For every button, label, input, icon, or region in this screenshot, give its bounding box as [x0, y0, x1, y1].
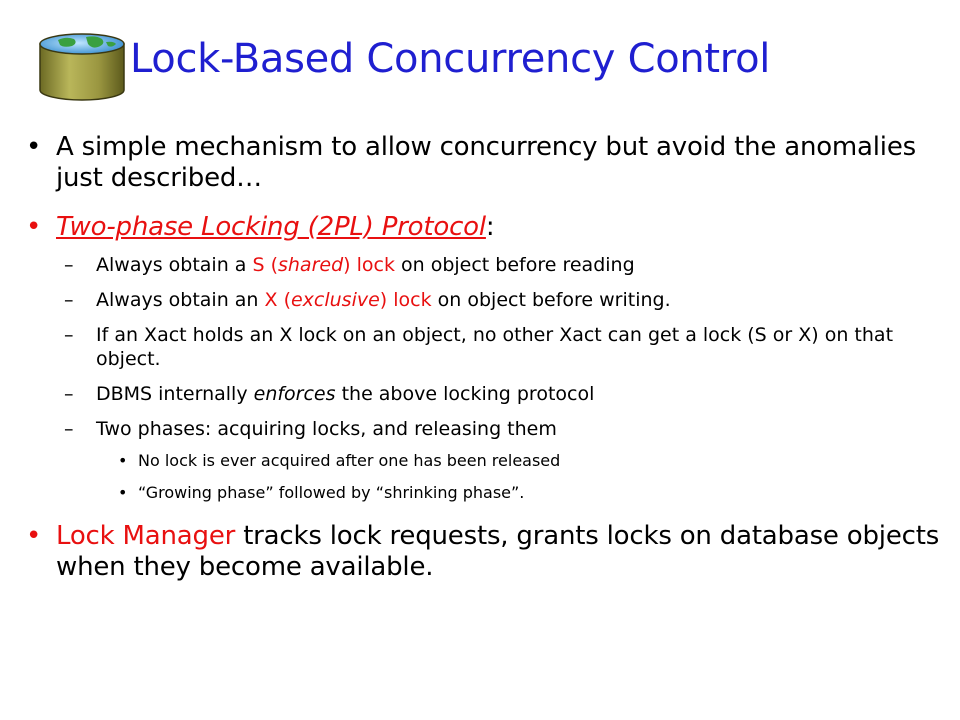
dot-marker: • — [118, 483, 128, 502]
sub-bullet-xact-x-lock — [24, 323, 944, 371]
red-text: S ( — [252, 254, 278, 276]
italic-red-text: exclusive — [290, 289, 380, 311]
bullet-lock-manager — [24, 521, 944, 583]
text: DBMS internally — [96, 383, 254, 405]
dash-marker: – — [64, 418, 74, 440]
red-text: X ( — [264, 289, 291, 311]
slide-content — [24, 132, 944, 583]
red-text: ) lock — [379, 289, 432, 311]
text: Always obtain an — [96, 289, 265, 311]
text: tracks lock requests, grants locks on database objects when they become available. — [56, 521, 940, 582]
bullet-text: A simple mechanism to allow concurrency but avoid the anomalies just described… — [56, 132, 916, 193]
text: on object before reading — [394, 254, 635, 276]
dash-marker: – — [64, 289, 74, 311]
bullet-two-phase-locking — [24, 212, 944, 243]
text: If an Xact holds an X lock on an object, no other Xact can get a lock (S or X) on that object. — [96, 324, 894, 370]
bullet-suffix: : — [485, 212, 495, 242]
red-text: ) lock — [343, 254, 395, 276]
dot-marker: • — [118, 451, 128, 470]
sub-sub-bullet-no-lock-acquired — [24, 451, 944, 471]
text: on object before writing. — [431, 289, 671, 311]
sub-bullet-shared-lock — [24, 253, 944, 277]
sub-bullet-exclusive-lock — [24, 288, 944, 312]
bullet-marker: • — [26, 132, 42, 162]
dash-marker: – — [64, 383, 74, 405]
lock-manager-text: Lock Manager — [56, 521, 236, 551]
dash-marker: – — [64, 324, 74, 346]
italic-text: enforces — [253, 383, 336, 405]
italic-red-text: shared — [277, 254, 344, 276]
slide-title: Lock-Based Concurrency Control — [130, 36, 771, 82]
sub-sub-bullet-growing-shrinking — [24, 483, 944, 503]
bullet-marker: • — [26, 212, 42, 242]
dash-marker: – — [64, 254, 74, 276]
text: the above locking protocol — [335, 383, 595, 405]
text: Always obtain a — [96, 254, 253, 276]
text: “Growing phase” followed by “shrinking phase”. — [138, 483, 525, 502]
sub-bullet-two-phases — [24, 417, 944, 441]
text: Two phases: acquiring locks, and releasing them — [96, 418, 557, 440]
two-phase-locking-link[interactable]: Two-phase Locking (2PL) Protocol — [56, 212, 486, 242]
text: No lock is ever acquired after one has been released — [138, 451, 561, 470]
database-globe-icon — [36, 30, 128, 102]
bullet-marker: • — [26, 521, 42, 551]
sub-bullet-dbms-enforces — [24, 382, 944, 406]
bullet-simple-mechanism — [24, 132, 944, 194]
